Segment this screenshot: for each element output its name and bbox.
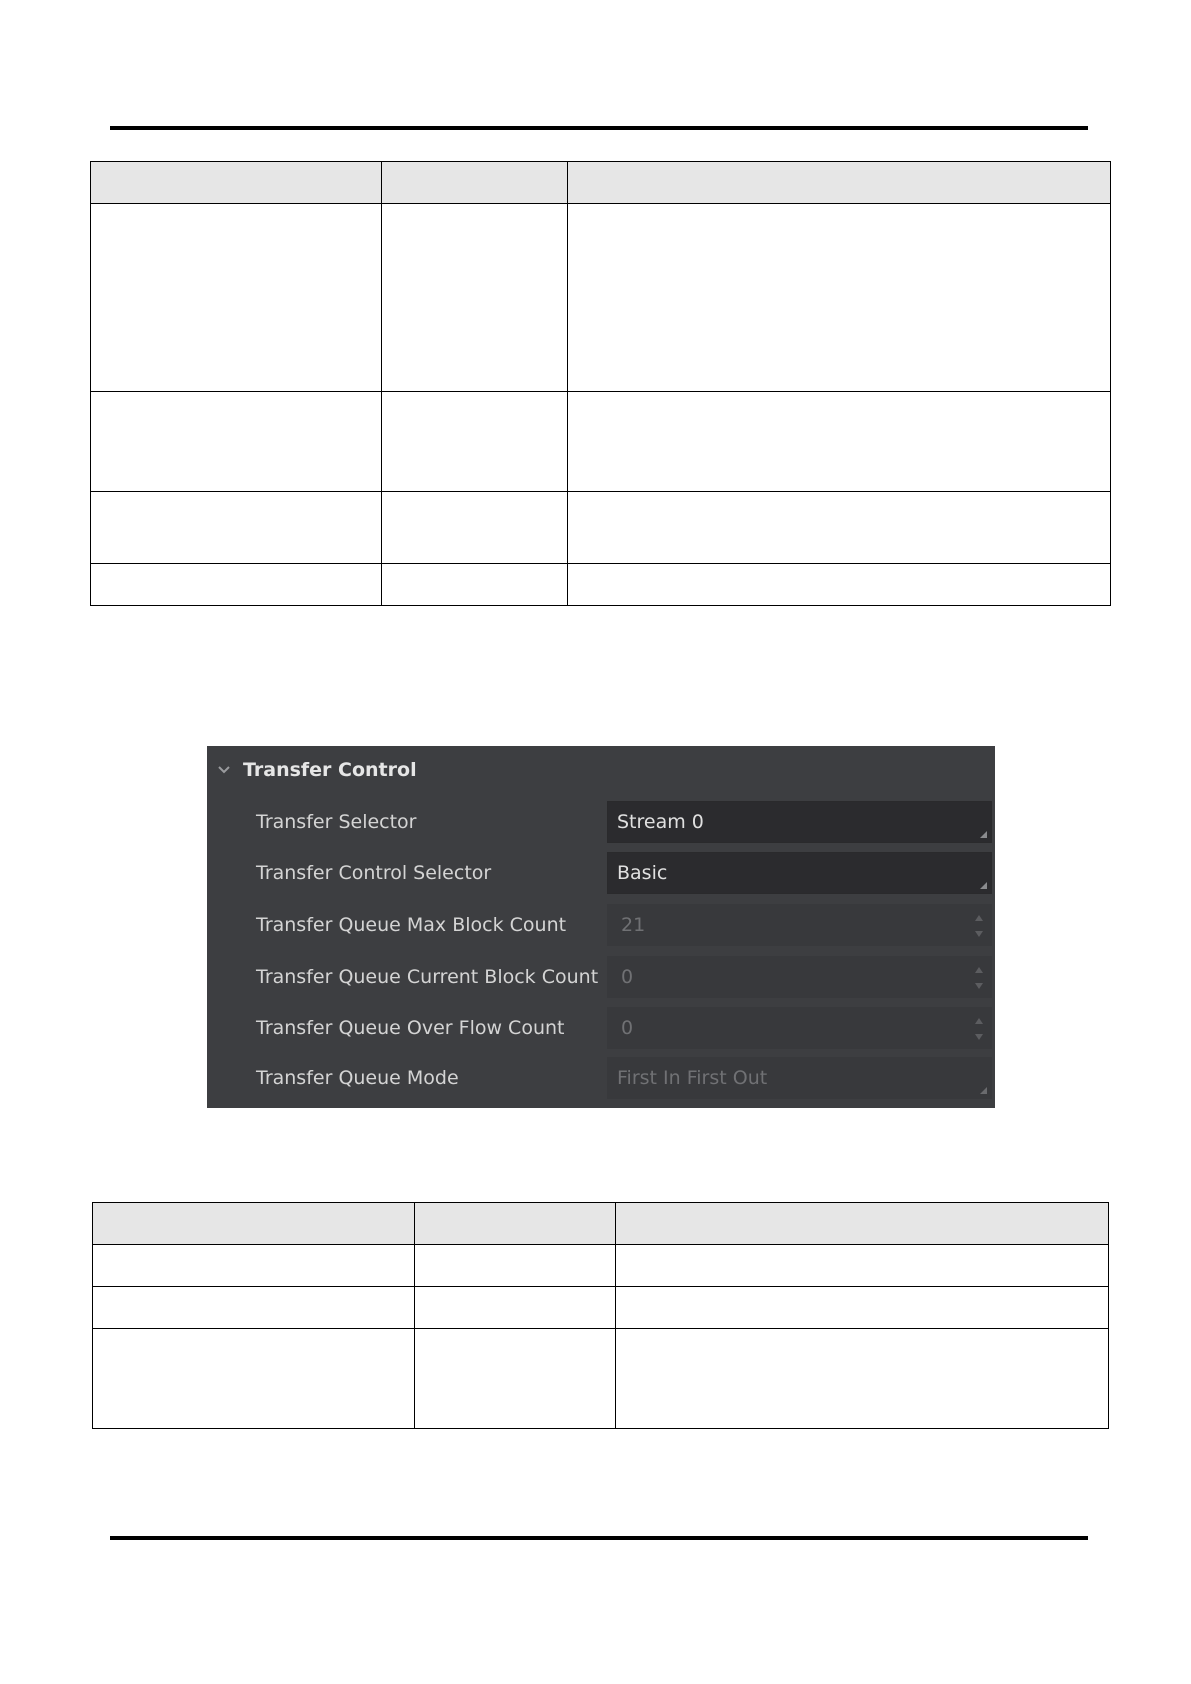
transfer-queue-mode-label: Transfer Queue Mode	[256, 1067, 459, 1089]
transfer-queue-max-block-count-input[interactable]	[607, 904, 992, 946]
dropdown-corner-icon	[980, 1087, 987, 1094]
transfer-selector-dropdown[interactable]	[607, 801, 992, 843]
transfer-queue-over-flow-count-row	[207, 1007, 995, 1051]
spinner-arrows-icon[interactable]	[973, 964, 985, 992]
table-header-row	[91, 162, 1111, 204]
table-row	[93, 1329, 1109, 1429]
transfer-control-panel	[207, 746, 995, 1108]
table-header-row	[93, 1203, 1109, 1245]
dropdown-corner-icon	[980, 831, 987, 838]
spinner-arrows-icon[interactable]	[973, 912, 985, 940]
table-row	[91, 564, 1111, 606]
transfer-queue-current-block-count-label: Transfer Queue Current Block Count	[256, 966, 599, 988]
table-row	[91, 392, 1111, 492]
transfer-selector-value: Stream 0	[617, 811, 704, 833]
header-rule	[110, 126, 1088, 130]
table-row	[91, 492, 1111, 564]
transfer-control-selector-label: Transfer Control Selector	[256, 862, 492, 884]
panel-header[interactable]	[207, 758, 995, 786]
transfer-selector-label: Transfer Selector	[256, 811, 417, 833]
transfer-queue-over-flow-count-value: 0	[621, 1017, 634, 1039]
transfer-queue-mode-value: First In First Out	[617, 1067, 768, 1089]
transfer-queue-current-block-count-value: 0	[621, 966, 634, 988]
transfer-queue-over-flow-count-input[interactable]	[607, 1007, 992, 1049]
transfer-control-selector-value: Basic	[617, 862, 668, 884]
transfer-queue-max-block-count-value: 21	[621, 914, 646, 936]
transfer-queue-mode-row	[207, 1057, 995, 1101]
transfer-queue-mode-dropdown[interactable]	[607, 1057, 992, 1099]
dropdown-corner-icon	[980, 882, 987, 889]
parameter-table-1	[90, 161, 1111, 606]
transfer-control-selector-row	[207, 852, 995, 896]
transfer-control-selector-dropdown[interactable]	[607, 852, 992, 894]
transfer-queue-over-flow-count-label: Transfer Queue Over Flow Count	[256, 1017, 565, 1039]
table-row	[93, 1245, 1109, 1287]
table-row	[93, 1287, 1109, 1329]
chevron-down-icon[interactable]	[216, 762, 232, 778]
footer-rule	[110, 1536, 1088, 1540]
spinner-arrows-icon[interactable]	[973, 1015, 985, 1043]
panel-title: Transfer Control	[243, 759, 417, 781]
parameter-table-2	[92, 1202, 1109, 1429]
transfer-queue-max-block-count-label: Transfer Queue Max Block Count	[256, 914, 567, 936]
transfer-queue-max-block-count-row	[207, 904, 995, 948]
transfer-queue-current-block-count-row	[207, 956, 995, 1000]
table-row	[91, 204, 1111, 392]
transfer-queue-current-block-count-input[interactable]	[607, 956, 992, 998]
transfer-selector-row	[207, 801, 995, 845]
